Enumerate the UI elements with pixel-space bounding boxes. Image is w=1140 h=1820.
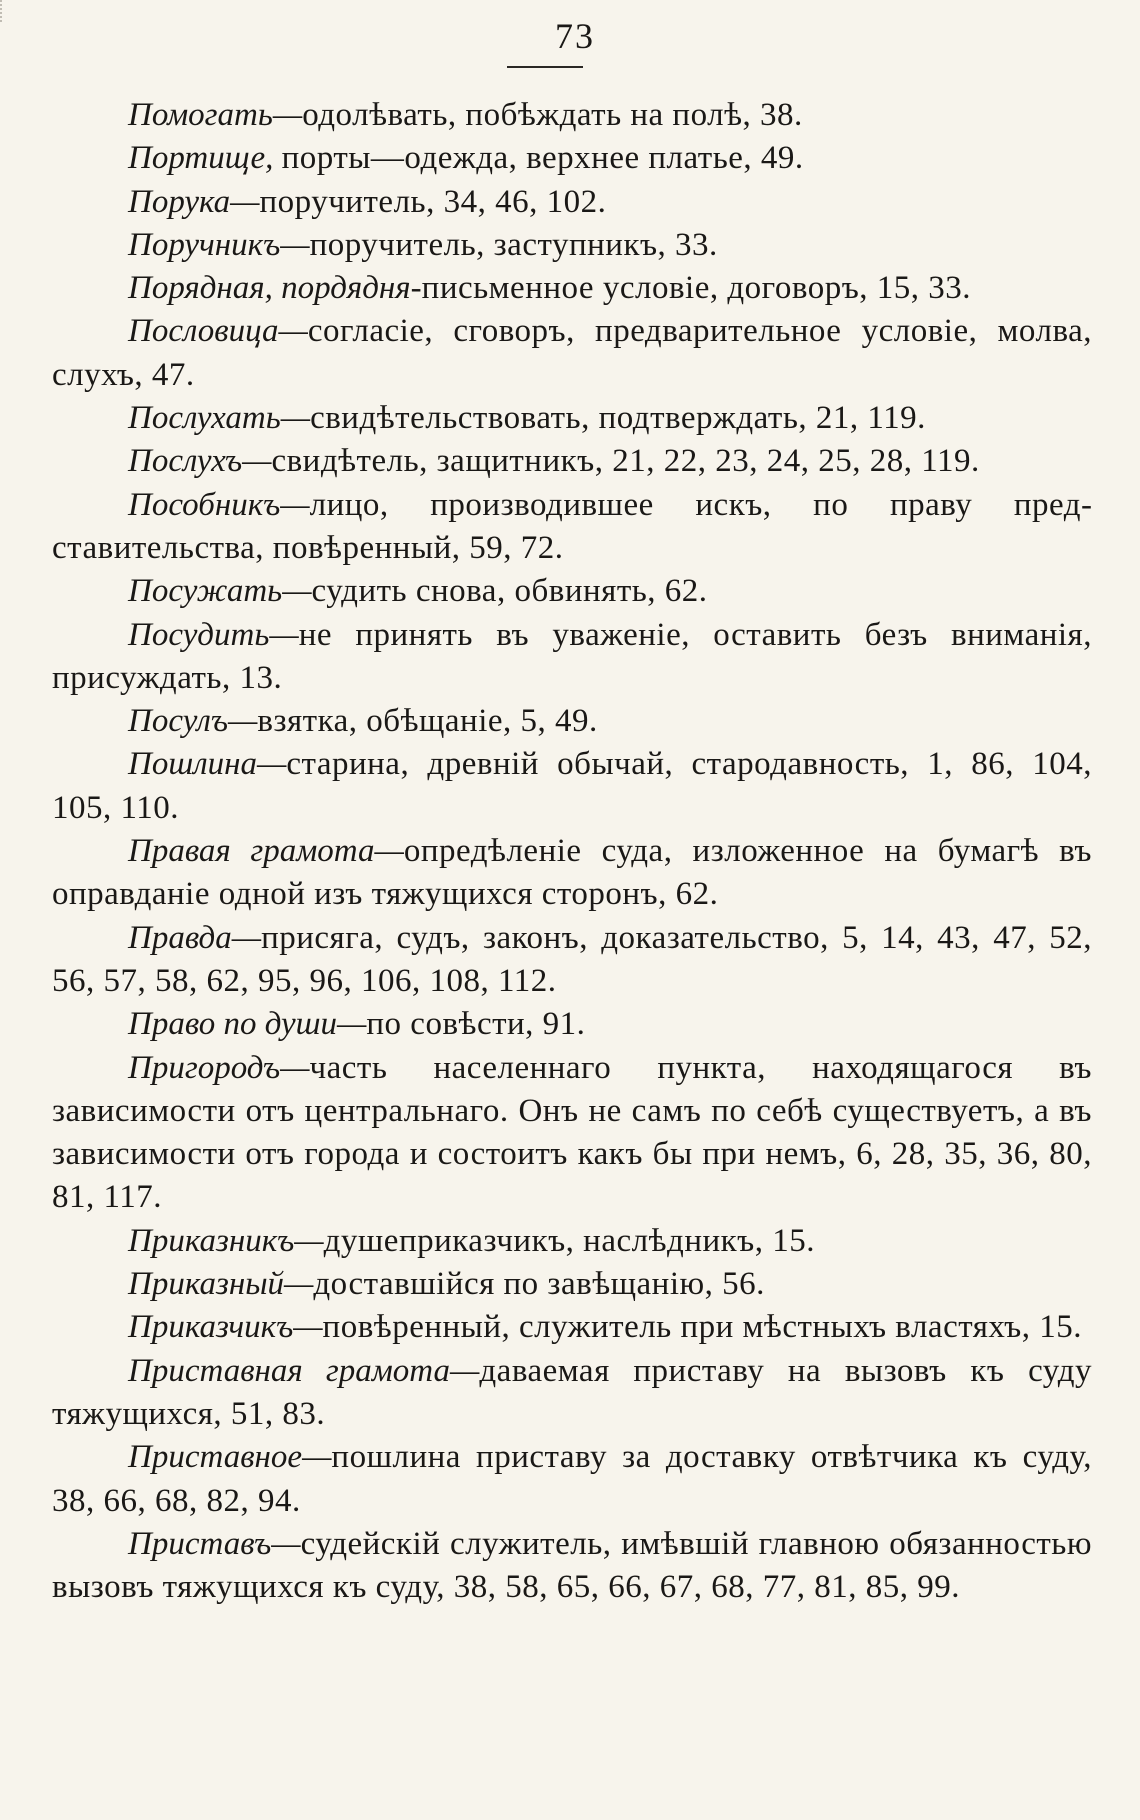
entry-definition: порты—одежда, верхнее платье, 49.: [281, 140, 804, 177]
entry-definition: поручитель, заступникъ, 33.: [309, 226, 718, 263]
entry-separator: —: [230, 183, 260, 220]
entry-term: Посужать: [128, 573, 283, 610]
glossary-entry: [52, 181, 1092, 224]
entry-term: Правая грамота: [128, 833, 375, 870]
glossary-entry: [52, 1263, 1092, 1306]
entry-term: Портище: [128, 140, 266, 177]
glossary-entry: [52, 440, 1092, 483]
entry-term: Приставное: [128, 1439, 303, 1476]
entry-term: Пословица: [128, 313, 279, 350]
page-number: 73: [555, 16, 595, 56]
entry-separator: —: [450, 1352, 480, 1389]
entry-definition: свидѣтель, защитникъ, 21, 22, 23, 24, 25, 28, 119.: [271, 443, 980, 480]
glossary-entry: [52, 1436, 1092, 1523]
entry-definition: доставшійся по завѣщанію, 56.: [313, 1266, 765, 1303]
entry-term: Посулъ: [128, 703, 229, 740]
entry-term: Пособникъ: [128, 486, 281, 523]
glossary-entry: [52, 484, 1092, 571]
entry-separator: —: [302, 1439, 332, 1476]
entry-term: Пригородъ: [128, 1049, 281, 1086]
glossary-entry: [52, 267, 1092, 310]
entry-separator: —: [293, 1309, 323, 1346]
glossary-entry: [52, 224, 1092, 267]
entry-separator: —: [272, 97, 303, 133]
entry-definition: не принять въ уваженіе, оставить безъ вниманія, присуждать, 13.: [52, 616, 1092, 696]
scan-edge-mark: [0, 0, 16, 22]
entry-separator: —: [231, 919, 262, 956]
entry-term: Помогать: [128, 97, 273, 133]
entry-term: Поручникъ: [128, 226, 281, 263]
entry-separator: —: [280, 1049, 310, 1086]
entry-definition: письменное условіе, договоръ, 15, 33.: [421, 270, 972, 307]
entry-separator: —: [294, 1222, 324, 1259]
entry-definition: душеприказчикъ, наслѣдникъ, 15.: [323, 1222, 815, 1259]
entry-term: Пошлина: [128, 746, 258, 783]
book-page: [52, 0, 1092, 1820]
glossary-entry: [52, 1306, 1092, 1349]
entry-definition: пошлина приставу за доставку отвѣтчика къ суду, 38, 66, 68, 82, 94.: [52, 1439, 1092, 1519]
entry-separator: ,: [265, 140, 282, 177]
entry-definition: свидѣтельствовать, подтверждать, 21, 119.: [310, 400, 926, 437]
entry-definition: присяга, судъ, законъ, доказательство, 5, 14, 43, 47, 52, 56, 57, 58, 62, 95, 96, 106, 108, 112.: [52, 919, 1092, 999]
entry-term: Приказникъ: [128, 1222, 295, 1259]
entry-definition: старина, древній обычай, стародавность, 1, 86, 104, 105, 110.: [52, 746, 1092, 826]
glossary-entry: [52, 917, 1092, 1004]
entry-separator: -: [410, 270, 422, 307]
entry-definition: поручитель, 34, 46, 102.: [259, 183, 607, 220]
entry-separator: —: [280, 486, 310, 523]
entry-separator: —: [271, 1525, 301, 1562]
entry-definition: часть населеннаго пункта, находящагося въ зависимости отъ центральнаго. Онъ не самъ по себѣ существуетъ, а въ зависимости отъ города и состоитъ какъ бы при немъ, 6, 28, 35, 36, 80, 81, 117.: [52, 1049, 1092, 1216]
entry-separator: —: [282, 573, 312, 610]
entry-definition: взятка, обѣщаніе, 5, 49.: [257, 703, 598, 740]
entry-definition: по совѣсти, 91.: [366, 1006, 586, 1043]
glossary-entry: [52, 310, 1092, 397]
entry-term: Послухать: [128, 400, 281, 437]
entry-term: Посудить: [128, 616, 270, 653]
entry-term: Приставъ: [128, 1525, 272, 1562]
entry-separator: —: [284, 1266, 314, 1303]
entry-definition: лицо, производившее искъ, по праву представительства, повѣренный, 59, 72.: [52, 486, 1092, 566]
entry-separator: —: [228, 703, 258, 740]
entry-term: Право по души: [128, 1006, 338, 1043]
entry-separator: —: [257, 746, 287, 783]
entry-term: Порука: [128, 183, 231, 220]
entry-definition: судейскій служитель, имѣвшій главною обязанностью вызовъ тяжущихся къ суду, 38, 58, 65, 66, 67, 68, 77, 81, 85, 99.: [52, 1525, 1092, 1606]
glossary-entry: [52, 743, 1092, 830]
page-header: [52, 18, 1092, 54]
glossary-entry: [52, 1003, 1092, 1046]
glossary-entries: [52, 94, 1092, 1609]
glossary-entry: [52, 1523, 1092, 1610]
entry-term: Послухъ: [128, 443, 243, 480]
glossary-entry: [52, 614, 1092, 701]
glossary-entry: [52, 397, 1092, 440]
glossary-entry: [52, 570, 1092, 613]
glossary-entry: [52, 1047, 1092, 1220]
entry-separator: —: [269, 616, 299, 653]
header-rule: [507, 66, 583, 68]
entry-term: Приказный: [128, 1266, 285, 1303]
entry-separator: —: [337, 1006, 367, 1043]
glossary-entry: [52, 94, 1092, 137]
entry-definition: судить снова, обвинять, 62.: [311, 573, 708, 610]
entry-definition: повѣренный, служитель при мѣстныхъ властяхъ, 15.: [322, 1309, 1082, 1346]
glossary-entry: [52, 700, 1092, 743]
entry-separator: —: [280, 400, 311, 437]
entry-definition: даваемая приставу на вызовъ къ суду тяжущихся, 51, 83.: [52, 1352, 1093, 1432]
entry-definition: согласіе, сговоръ, предварительное условіе, молва, слухъ, 47.: [52, 313, 1092, 393]
entry-definition: одолѣвать, побѣждать на полѣ, 38.: [302, 97, 803, 133]
glossary-entry: [52, 830, 1092, 917]
glossary-entry: [52, 1350, 1092, 1437]
entry-term: Приказчикъ: [128, 1309, 294, 1346]
entry-term: Приставная грамота: [128, 1352, 451, 1389]
entry-term: Правда: [128, 919, 232, 956]
entry-definition: опредѣленіе суда, изложенное на бумагѣ въ оправданіе одной изъ тяжущихся сторонъ, 62.: [52, 833, 1092, 913]
entry-separator: —: [374, 833, 404, 870]
glossary-entry: [52, 1220, 1092, 1263]
entry-term: Порядная, пордядня: [128, 270, 411, 307]
entry-separator: —: [242, 443, 272, 480]
entry-separator: —: [280, 226, 310, 263]
entry-separator: —: [278, 313, 308, 350]
glossary-entry: [52, 137, 1092, 180]
